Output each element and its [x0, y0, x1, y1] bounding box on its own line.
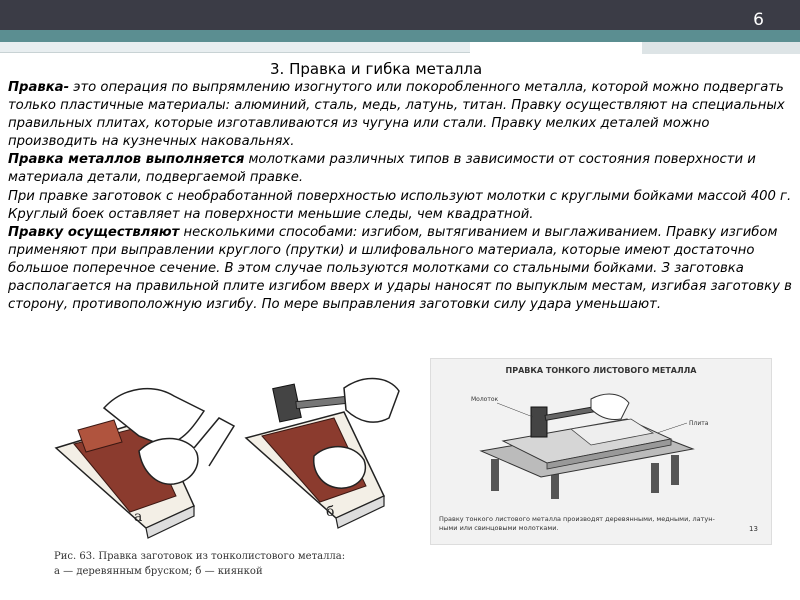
slide-title: 3. Правка и гибка металла — [270, 60, 483, 78]
header-light-stripe-right — [642, 42, 800, 54]
body-text — [8, 79, 794, 314]
paragraph-text: несколькими способами: изгибом, вытягиванием и выглаживанием. Правку изгибом применяют при выправлении круглого (прутки) и шлифовального материала, которые имеют достаточно большое поперечное сечение. В этом случае пользуются молотками со стальными бойками. З заготовка располагается на правильной плите изгибом вверх и удары наносят по выпуклым местам, изгибая заготовку в сторону, противоположную изгибу. По мере выправления заготовки силу удара уменьшают. — [8, 224, 792, 313]
figure-right-caption-line: Правку тонкого листового металла производят деревянными, медными, латун- — [439, 515, 715, 523]
paragraph-text: При правке заготовок с необработанной поверхностью используют молотки с круглыми бойками массой 400 г. Круглый боек оставляет на поверхности меньшие следы, чем квадратной. — [8, 188, 792, 222]
paragraph-lead: Правка металлов выполняется — [8, 152, 245, 168]
caption-line: Рис. 63. Правка заготовок из тонколистового металла: — [54, 551, 346, 562]
figure-left-caption — [54, 549, 374, 579]
label-hammer: Молоток — [471, 396, 499, 403]
figure-right-page-number: 13 — [749, 525, 758, 533]
paragraph-lead: Правка- — [8, 80, 70, 95]
figure-right-heading: ПРАВКА ТОНКОГО ЛИСТОВОГО МЕТАЛЛА — [505, 366, 697, 375]
figure-right-drawing — [431, 359, 771, 544]
figure-left-drawing — [44, 356, 406, 546]
paragraph-lead: Правку осуществляют — [8, 224, 180, 240]
header-light-stripe-left — [0, 42, 470, 53]
figure-right-illustration — [430, 358, 772, 545]
paragraph-text: это операция по выпрямлению изогнутого или покоробленного металла, которой можно подвергать только пластичные материалы: алюминий, сталь, медь, латунь, титан. Правку осуществляют на специальных правильных плитах, которые изготавливаются из чугуна или стали. Правку мелких деталей можно производить на кузнечных наковальнях. — [8, 80, 785, 150]
figure-left-illustration — [44, 356, 406, 546]
paragraph-text: молотками различных типов в зависимости от состояния поверхности и материала детали, подвергаемой правке. — [8, 152, 756, 186]
caption-line: а — деревянным бруском; б — киянкой — [54, 566, 263, 577]
label-a: а — [134, 509, 143, 525]
label-plate: Плита — [689, 420, 709, 427]
label-b: б — [326, 504, 335, 520]
slide-number: 6 — [753, 10, 764, 30]
header-accent-stripe — [0, 30, 800, 42]
figure-right-caption-line: ными или свинцовыми молотками. — [439, 524, 559, 532]
header-bar — [0, 0, 800, 30]
